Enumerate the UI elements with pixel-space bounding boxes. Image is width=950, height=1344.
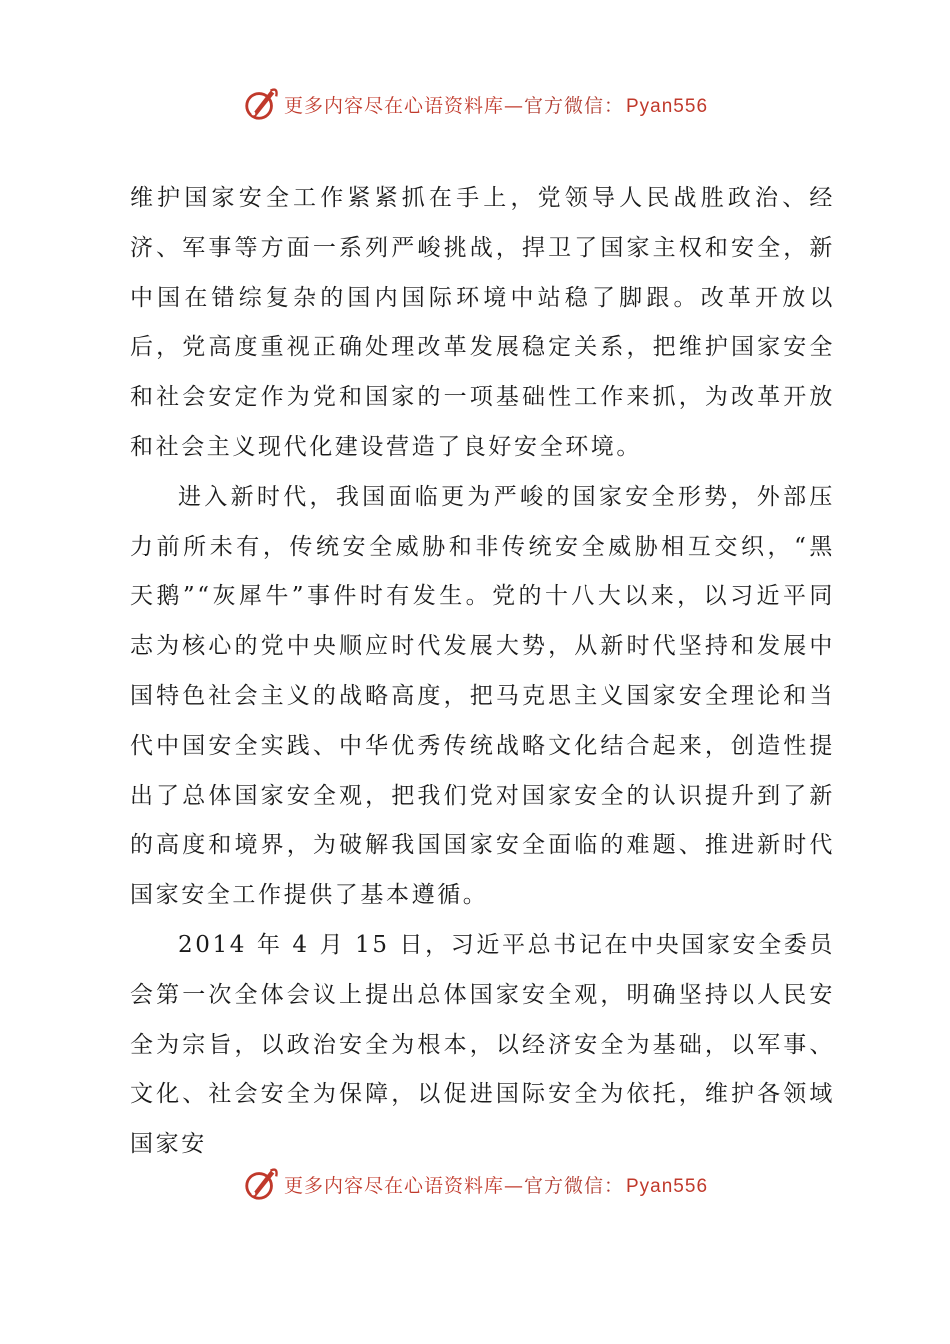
watermark-sub-text: 官方微信： — [523, 94, 624, 117]
quill-logo-icon — [242, 85, 280, 123]
paragraph-1: 维护国家安全工作紧紧抓在手上，党领导人民战胜政治、经济、军事等方面一系列严峻挑战，捍卫了国家主权和安全，新中国在错综复杂的国内国际环境中站稳了脚跟。改革开放以后，党高度重视正确处理改革发展稳定关系，把维护国家安全和社会安定作为党和国家的一项基础性工作来抓，为改革开放和社会主义现代化建设营造了良好安全环境。 — [130, 185, 835, 460]
watermark-sub-text: 官方微信： — [523, 1174, 624, 1197]
watermark-header — [0, 82, 950, 126]
paragraph-3: 2014 年 4 月 15 日，习近平总书记在中央国家安全委员会第一次全体会议上提出总体国家安全观，明确坚持以人民安全为宗旨，以政治安全为根本，以经济安全为基础，以军事、文化、社会安全为保障，以促进国际安全为依托，维护各领域国家安 — [130, 931, 835, 1158]
watermark-wechat-id: Pyan556 — [626, 1175, 709, 1197]
document-body — [130, 174, 835, 1170]
quill-logo-icon — [242, 1165, 280, 1203]
watermark-dash: — — [503, 94, 524, 117]
watermark-text — [284, 1171, 708, 1198]
watermark-wechat-id: Pyan556 — [626, 95, 709, 117]
watermark-text — [284, 91, 708, 118]
watermark-footer — [0, 1162, 950, 1206]
watermark-dash: — — [503, 1174, 524, 1197]
paragraph-2: 进入新时代，我国面临更为严峻的国家安全形势，外部压力前所未有，传统安全威胁和非传统安全威胁相互交织，“黑天鹅”“灰犀牛”事件时有发生。党的十八大以来，以习近平同志为核心的党中央顺应时代发展大势，从新时代坚持和发展中国特色社会主义的战略高度，把马克思主义国家安全理论和当代中国安全实践、中华优秀传统战略文化结合起来，创造性提出了总体国家安全观，把我们党对国家安全的认识提升到了新的高度和境界，为破解我国国家安全面临的难题、推进新时代国家安全工作提供了基本遵循。 — [130, 483, 835, 909]
watermark-main-text: 更多内容尽在心语资料库 — [283, 94, 504, 117]
watermark-main-text: 更多内容尽在心语资料库 — [283, 1174, 504, 1197]
